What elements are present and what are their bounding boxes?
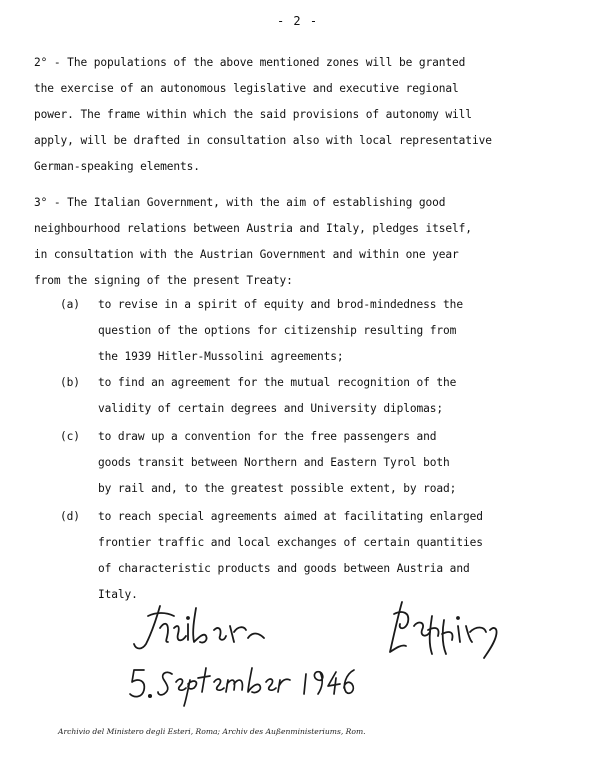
list-item-line: to reach special agreements aimed at facilitating enlarged xyxy=(98,510,483,523)
list-item-marker: (d) xyxy=(60,510,80,523)
paragraph-3-line: 3° - The Italian Government, with the aim of establishing good xyxy=(34,196,446,209)
paragraph-3-line: neighbourhood relations between Austria and Italy, pledges itself, xyxy=(34,222,472,235)
paragraph-3-line: in consultation with the Austrian Government and within one year xyxy=(34,248,459,261)
list-item-line: of characteristic products and goods between Austria and xyxy=(98,562,470,575)
paragraph-2-line: the exercise of an autonomous legislative and executive regional xyxy=(34,82,459,95)
list-item-line: validity of certain degrees and University diplomas; xyxy=(98,402,444,415)
paragraph-3-line: from the signing of the present Treaty: xyxy=(34,274,293,287)
list-item-marker: (b) xyxy=(60,376,80,389)
list-item-line: by rail and, to the greatest possible extent, by road; xyxy=(98,482,457,495)
list-item-line: to revise in a spirit of equity and brod-mindedness the xyxy=(98,298,463,311)
list-item-marker: (a) xyxy=(60,298,80,311)
list-item-marker: (c) xyxy=(60,430,80,443)
paragraph-2-line: German-speaking elements. xyxy=(34,160,200,173)
paragraph-2-line: 2° - The populations of the above mentioned zones will be granted xyxy=(34,56,466,69)
list-item-line: to draw up a convention for the free passengers and xyxy=(98,430,437,443)
archive-footer: Archivio del Ministero degli Esteri, Roma; Archiv des Außenministeriums, Rom. xyxy=(58,727,366,736)
paragraph-2-line: apply, will be drafted in consultation also with local representative xyxy=(34,134,492,147)
paragraph-3 xyxy=(34,190,472,294)
list-item-line: Italy. xyxy=(98,588,138,601)
paragraph-2-line: power. The frame within which the said provisions of autonomy will xyxy=(34,108,472,121)
page-number: - 2 - xyxy=(276,14,319,28)
list-item-line: frontier traffic and local exchanges of certain quantities xyxy=(98,536,483,549)
signature-gruber xyxy=(130,598,270,658)
paragraph-2 xyxy=(34,50,492,180)
handwritten-date xyxy=(128,660,368,712)
signature-degasperi xyxy=(380,596,510,662)
list-item-line: to find an agreement for the mutual recognition of the xyxy=(98,376,457,389)
list-item-line: goods transit between Northern and Eastern Tyrol both xyxy=(98,456,450,469)
list-item-line: the 1939 Hitler-Mussolini agreements; xyxy=(98,350,344,363)
list-item-line: question of the options for citizenship resulting from xyxy=(98,324,457,337)
